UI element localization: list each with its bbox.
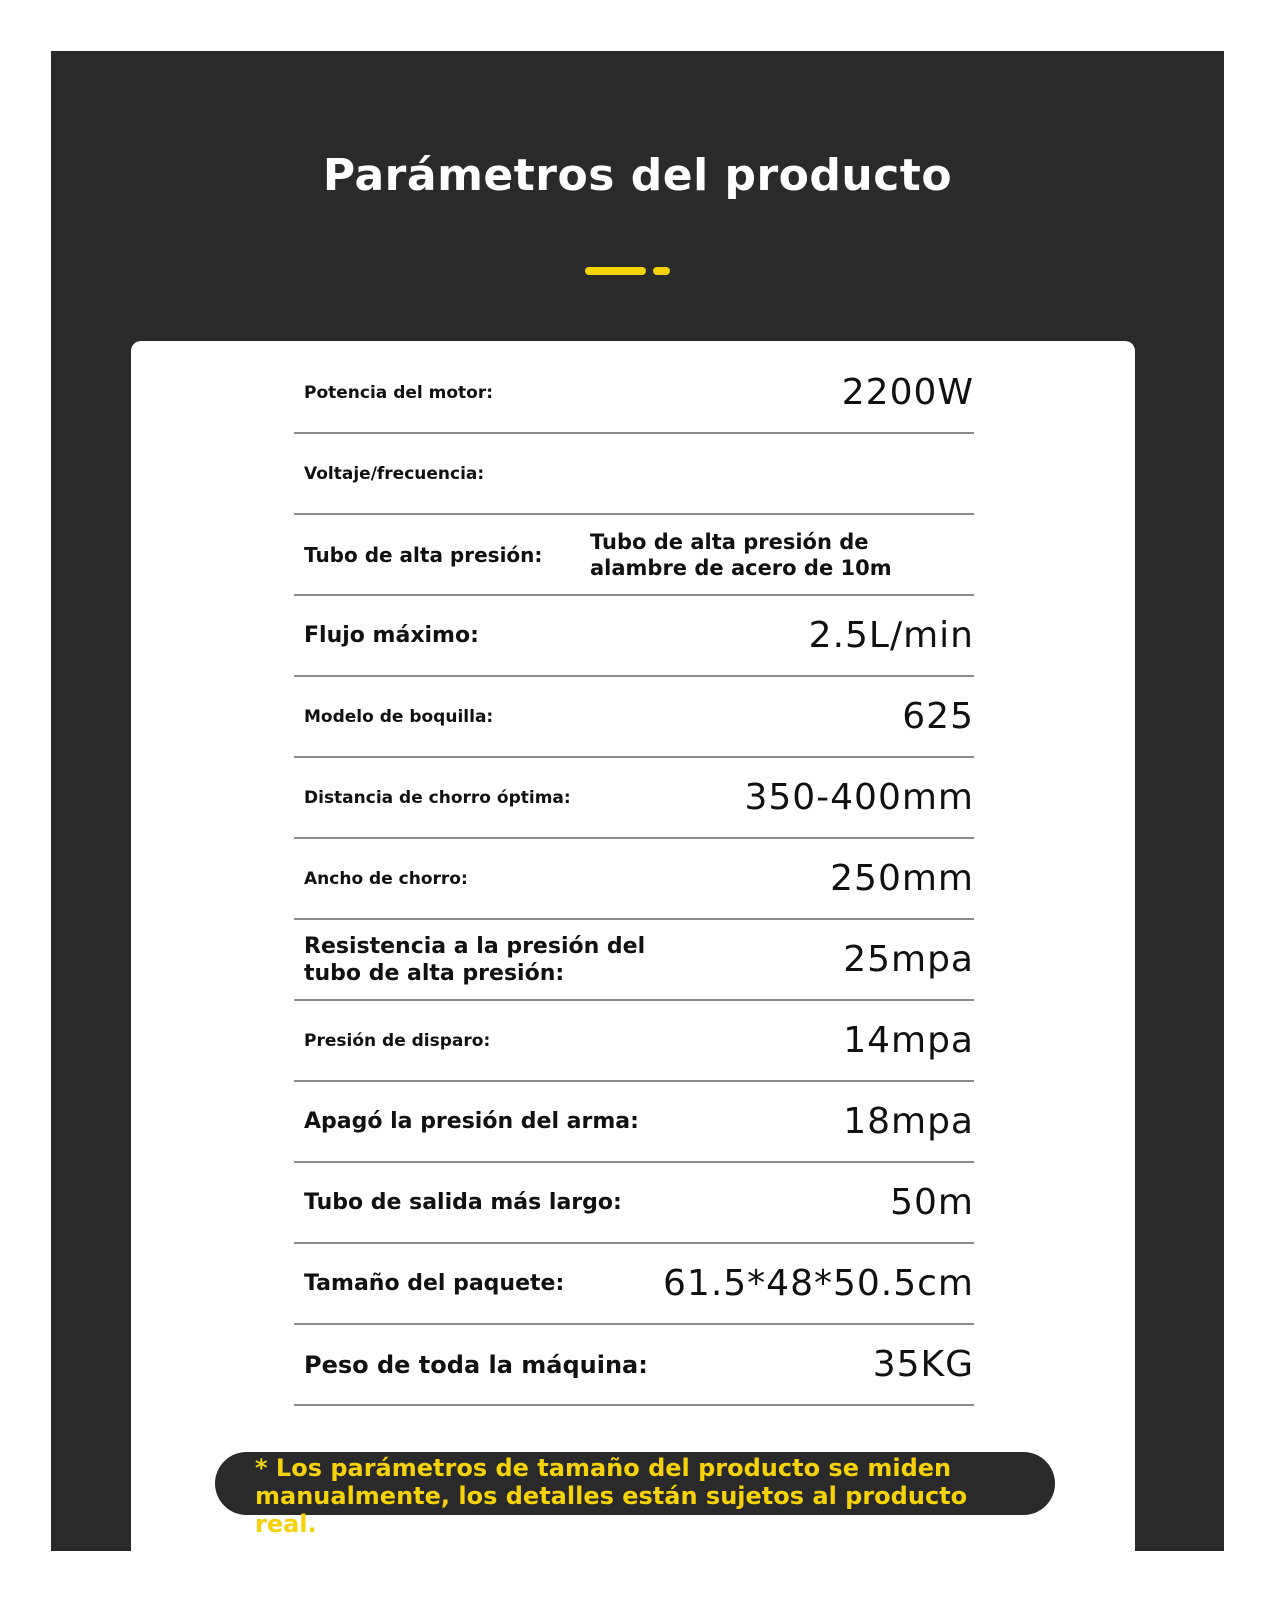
spec-row-weight (294, 1325, 974, 1406)
spec-row-gun-off-pressure (294, 1082, 974, 1163)
disclaimer-note (215, 1452, 1055, 1538)
spec-value: 25mpa (843, 939, 974, 980)
spec-value: 250mm (830, 858, 974, 899)
spec-row-max-flow (294, 596, 974, 677)
spec-label: Peso de toda la máquina: (304, 1350, 648, 1379)
spec-row-hose-pressure (294, 920, 974, 1001)
spec-label: Resistencia a la presión del tubo de alta presión: (304, 933, 646, 986)
spec-label: Tubo de salida más largo: (304, 1190, 622, 1215)
accent-line-short (653, 267, 670, 275)
spec-label: Tamaño del paquete: (304, 1271, 565, 1296)
spec-row-nozzle-model (294, 677, 974, 758)
spec-value: 18mpa (843, 1101, 974, 1142)
spec-row-motor-power (294, 353, 974, 434)
spec-value: 14mpa (843, 1020, 974, 1061)
spec-row-hose (294, 515, 974, 596)
spec-row-voltage (294, 434, 974, 515)
spec-value: 2.5L/min (808, 615, 974, 656)
spec-label: Presión de disparo: (304, 1030, 491, 1051)
spec-value: Tubo de alta presión de alambre de acero de 10m (590, 529, 892, 580)
page-title: Parámetros del producto (322, 150, 953, 201)
spec-label: Modelo de boquilla: (304, 706, 494, 727)
spec-value: 625 (902, 696, 974, 737)
spec-row-jet-distance (294, 758, 974, 839)
spec-value: 61.5*48*50.5cm (663, 1263, 974, 1304)
spec-label: Voltaje/frecuencia: (304, 463, 485, 484)
accent-line-long (585, 267, 646, 275)
spec-value: 2200W (841, 372, 974, 413)
spec-value: 50m (890, 1182, 974, 1223)
spec-value: 35KG (872, 1344, 974, 1385)
spec-value: 350-400mm (744, 777, 974, 818)
spec-label: Flujo máximo: (304, 623, 479, 648)
spec-label: Potencia del motor: (304, 382, 494, 403)
spec-label: Distancia de chorro óptima: (304, 787, 571, 808)
spec-label: Tubo de alta presión: (304, 542, 543, 567)
spec-row-package-size (294, 1244, 974, 1325)
spec-row-jet-width (294, 839, 974, 920)
spec-row-outlet-hose (294, 1163, 974, 1244)
spec-row-trigger-pressure (294, 1001, 974, 1082)
disclaimer-text: * Los parámetros de tamaño del producto se miden manualmente, los detalles están sujetos al producto real. (255, 1454, 968, 1538)
spec-label: Apagó la presión del arma: (304, 1109, 639, 1134)
spec-label: Ancho de chorro: (304, 868, 468, 889)
